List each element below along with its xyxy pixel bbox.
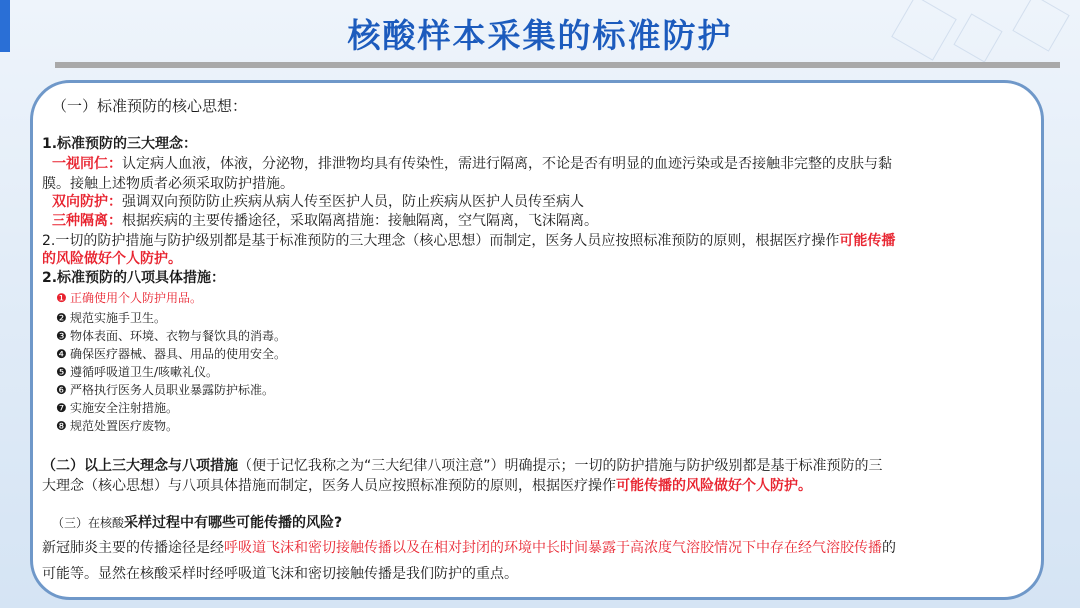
number-icon: ❸	[56, 329, 67, 343]
principles-heading: 1.标准预防的三大理念：	[42, 136, 198, 152]
point-2	[42, 231, 895, 251]
principle-1-text: 认定病人血液，体液，分泌物，排泄物均具有传染性，需进行隔离，不论是否有明显的血迹污染或是否接触非完整的皮肤与黏	[122, 156, 892, 172]
number-icon: ❺	[56, 365, 67, 379]
principle-1	[52, 154, 892, 174]
section1-heading: （一）标准预防的核心思想：	[52, 97, 248, 115]
section3-t2: 的	[882, 540, 896, 556]
principle-1-label: 一视同仁：	[52, 156, 122, 172]
section2-line1	[42, 456, 883, 476]
measures-heading: 2.标准预防的八项具体措施：	[42, 270, 226, 286]
measure-item: ❽ 规范处置医疗废物。	[56, 419, 179, 433]
title-divider	[55, 62, 1060, 68]
section3-heading	[52, 513, 342, 533]
number-icon: ❼	[56, 401, 67, 415]
measure-item: ❶ 正确使用个人防护用品。	[56, 291, 203, 305]
section2-line2	[42, 476, 812, 496]
point-2-red: 可能传播	[839, 233, 896, 249]
point-2-cont: 的风险做好个人防护。	[42, 251, 182, 267]
number-icon: ❽	[56, 419, 67, 433]
measure-item: ❺ 遵循呼吸道卫生/咳嗽礼仪。	[56, 365, 219, 379]
section3-t1: 新冠肺炎主要的传播途径是经	[42, 540, 224, 556]
measure-item: ❷ 规范实施手卫生。	[56, 311, 167, 325]
section3-bold: 采样过程中有哪些可能传播的风险?	[124, 515, 343, 531]
principle-3-text: 根据疾病的主要传播途径，采取隔离措施：接触隔离，空气隔离，飞沫隔离。	[122, 213, 598, 229]
number-icon: ❶	[56, 291, 67, 305]
principle-2	[52, 192, 584, 212]
section3-line2: 可能等。显然在核酸采样时经呼吸道飞沫和密切接触传播是我们防护的重点。	[42, 566, 518, 582]
section2-heading: （二）以上三大理念与八项措施	[42, 458, 238, 474]
principle-2-text: 强调双向预防防止疾病从病人传至医护人员，防止疾病从医护人员传至病人	[122, 194, 584, 210]
slide-title: 核酸样本采集的标准防护	[347, 16, 733, 55]
section2-text2: 大理念（核心思想）与八项具体措施而制定，医务人员应按照标准预防的原则，根据医疗操作	[42, 478, 616, 494]
section3-r1: 呼吸道飞沫和密切接触传播以及在相对封闭的环境中长时间暴露于高浓度气溶胶情况下中存在经气溶胶传播	[224, 540, 882, 556]
section2-text: （便于记忆我称之为“三大纪律八项注意”）明确提示；一切的防护措施与防护级别都是基于标准预防的三	[238, 458, 883, 474]
principle-2-label: 双向防护：	[52, 194, 122, 210]
section2-red: 可能传播的风险做好个人防护。	[616, 478, 812, 494]
principle-3-label: 三种隔离：	[52, 213, 122, 229]
number-icon: ❻	[56, 383, 67, 397]
section3-line1	[42, 538, 896, 558]
measure-item: ❻ 严格执行医务人员职业暴露防护标准。	[56, 383, 275, 397]
measure-item: ❹ 确保医疗器械、器具、用品的使用安全。	[56, 347, 287, 361]
principle-3	[52, 211, 598, 231]
number-icon: ❷	[56, 311, 67, 325]
measure-item: ❸ 物体表面、环境、衣物与餐饮具的消毒。	[56, 329, 287, 343]
number-icon: ❹	[56, 347, 67, 361]
point-2-text: 2.一切的防护措施与防护级别都是基于标准预防的三大理念（核心思想）而制定，医务人员应按照标准预防的原则，根据医疗操作	[42, 233, 840, 249]
section3-small: （三）在核酸	[52, 516, 125, 530]
measure-item: ❼ 实施安全注射措施。	[56, 401, 179, 415]
principle-1-cont: 膜。接触上述物质者必须采取防护措施。	[42, 176, 294, 192]
